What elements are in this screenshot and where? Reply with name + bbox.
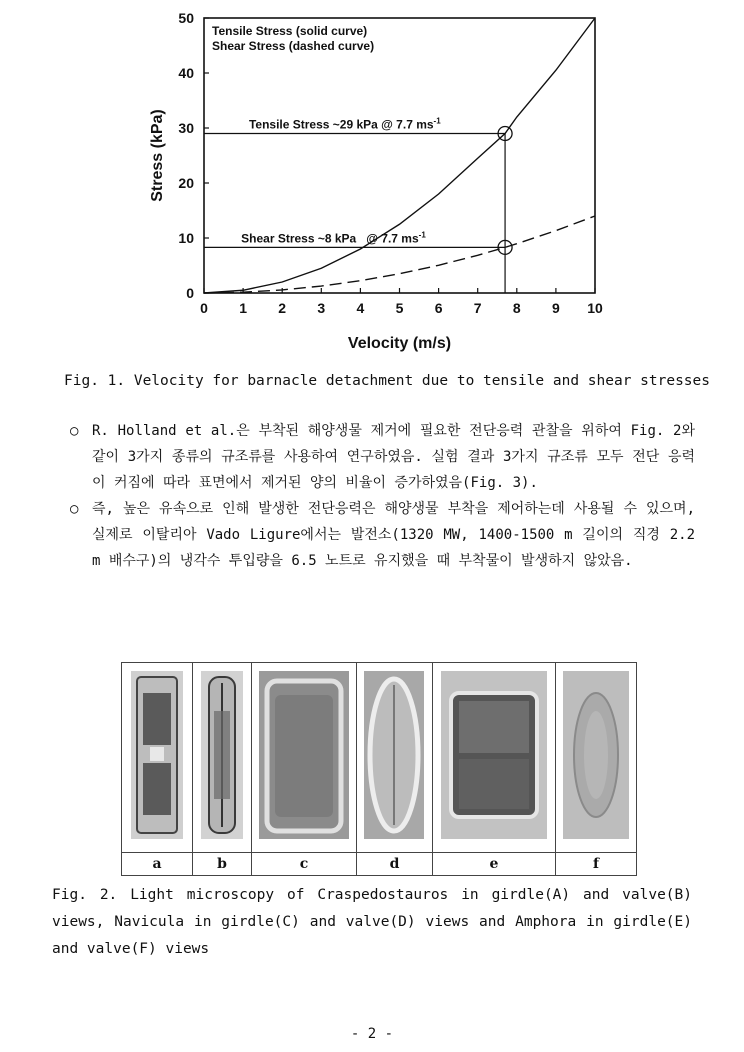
microscopy-panel-e <box>433 663 556 875</box>
y-tick-label: 50 <box>178 10 194 26</box>
annotation-shear-a: Shear Stress ~8 kPa <box>241 231 357 246</box>
annotation-superscript: -1 <box>418 230 426 240</box>
diatom-image-b <box>201 671 243 839</box>
microscopy-panel-a <box>122 663 193 875</box>
page-number: - 2 - <box>350 1026 394 1042</box>
panel-label: a <box>122 852 192 875</box>
diatom-image-e <box>441 671 547 839</box>
x-tick-label: 10 <box>587 300 603 316</box>
diatom-image-d <box>364 671 424 839</box>
panel-label: f <box>556 852 636 875</box>
bullet-text: R. Holland et al.은 부착된 해양생물 제거에 필요한 전단응력 관찰을 위하여 Fig. 2와 같이 3가지 종류의 규조류를 사용하여 연구하였음. 실험 결과 3가지 규조류 모두 전단 응력이 커짐에 따라 표면에서 제거된 양의 비율이 증가하였음(Fig. 3). <box>92 423 695 491</box>
annotation-tensile: Tensile Stress ~29 kPa @ 7.7 $ms^{-1}$ <box>248 116 441 132</box>
stress-velocity-chart <box>140 8 610 358</box>
bullet-text: 즉, 높은 유속으로 인해 발생한 전단응력은 해양생물 부착을 제어하는데 사용될 수 있으며, 실제로 이탈리아 Vado Ligure에서는 발전소(1320 MW, 1400-1500 m 길이의 직경 2.2 m 배수구)의 냉각수 투입량을 6.5 노트로 유지했을 때 부착물이 발생하지 않았음. <box>92 501 695 569</box>
x-tick-label: 9 <box>552 300 560 316</box>
body-bullets <box>70 418 695 574</box>
x-tick-label: 3 <box>317 300 326 316</box>
x-tick-label: 0 <box>200 300 208 316</box>
y-axis-label: Stress (kPa) <box>149 109 166 202</box>
x-tick-label: 1 <box>239 300 247 316</box>
y-tick-label: 40 <box>178 65 194 81</box>
diatom-image-c <box>259 671 349 839</box>
x-axis-label: Velocity (m/s) <box>347 335 452 352</box>
diatom-image-a <box>131 671 183 839</box>
x-tick-label: 6 <box>434 300 443 316</box>
y-tick-label: 20 <box>178 175 194 191</box>
plot-frame <box>204 18 595 293</box>
figure-1-caption: Fig. 1. Velocity for barnacle detachment due to tensile and shear stresses <box>64 373 711 389</box>
x-tick-label: 8 <box>512 300 521 316</box>
series-line-shear <box>204 216 595 293</box>
y-tick-label: 0 <box>186 285 194 301</box>
figure-1-chart <box>140 8 610 358</box>
panel-label: d <box>357 852 432 875</box>
x-tick-label: 5 <box>395 300 404 316</box>
bullet-circle-icon: ○ <box>70 501 79 517</box>
annotation-superscript: -1 <box>433 116 441 126</box>
y-tick-label: 10 <box>178 230 194 246</box>
annotation-shear-b: @ 7.7 $ms^{-1}$ <box>366 230 426 246</box>
x-tick-label: 4 <box>356 300 365 316</box>
microscopy-panel-b <box>193 663 252 875</box>
microscopy-panel-d <box>357 663 433 875</box>
y-tick-label: 30 <box>178 120 194 136</box>
panel-label: c <box>252 852 356 875</box>
bullet-circle-icon: ○ <box>70 423 79 439</box>
microscopy-panel-c <box>252 663 357 875</box>
bullet-paragraph-1 <box>70 418 695 496</box>
microscopy-panel-f <box>556 663 636 875</box>
panel-label: b <box>193 852 251 875</box>
series-line-tensile <box>204 18 595 293</box>
legend-entry-shear: Shear Stress (dashed curve) <box>212 39 375 53</box>
figure-2-microscopy <box>121 662 637 876</box>
panel-label: e <box>433 852 555 875</box>
x-tick-label: 7 <box>473 300 482 316</box>
x-tick-label: 2 <box>278 300 287 316</box>
bullet-paragraph-2 <box>70 496 695 574</box>
diatom-image-f <box>563 671 629 839</box>
figure-2-caption: Fig. 2. Light microscopy of Craspedostauros in girdle(A) and valve(B) views, Navicula in girdle(C) and valve(D) views and Amphora in girdle(E) and valve(F) views <box>52 887 692 957</box>
legend-entry-tensile: Tensile Stress (solid curve) <box>212 24 368 38</box>
